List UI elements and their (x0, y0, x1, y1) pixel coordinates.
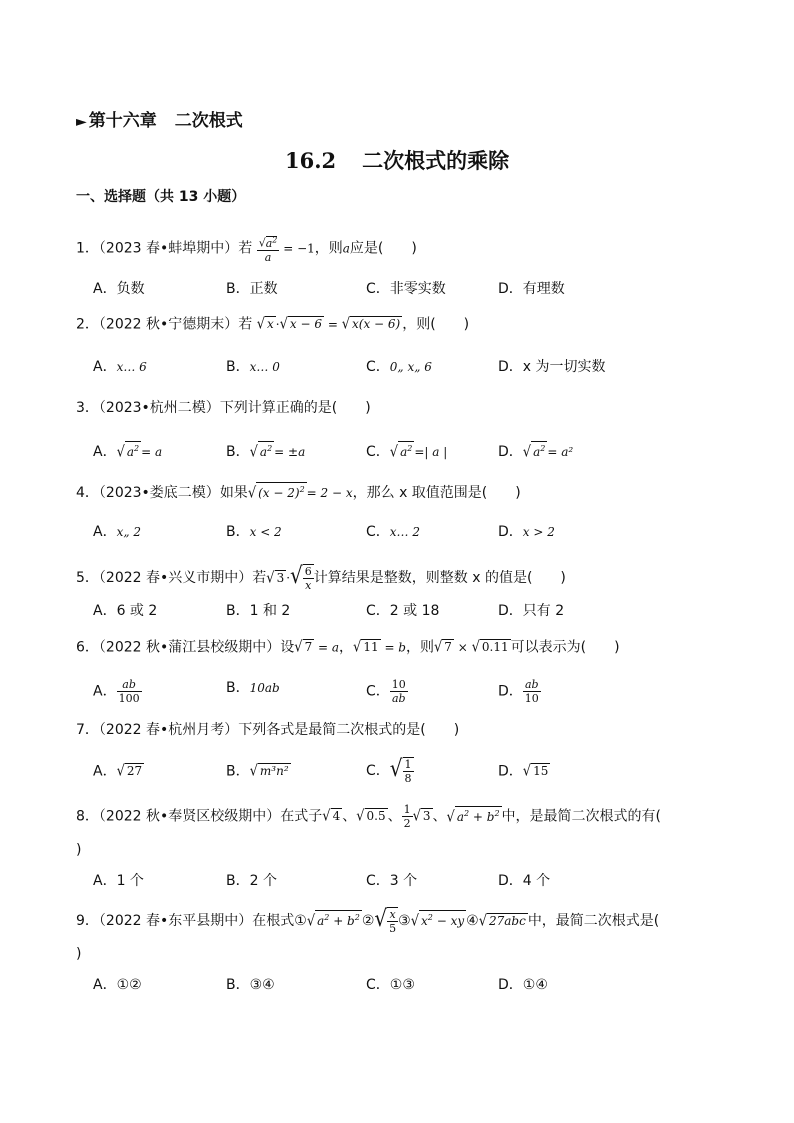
q4-option-b[interactable]: B．x < 2 (226, 524, 282, 540)
q1-option-a[interactable]: A．负数 (93, 281, 145, 297)
section-title (285, 145, 509, 175)
q9-option-b[interactable]: B．③④ (226, 977, 275, 993)
q2-option-c[interactable]: C．0„ x„ 6 (366, 359, 432, 375)
q8-option-a[interactable]: A．1 个 (93, 873, 144, 889)
q3-option-a[interactable]: A．√ $a^2 = a$ (93, 441, 162, 463)
question-3: 3．（2023•杭州二模）下列计算正确的是( ) (76, 400, 371, 416)
chapter-name: 二次根式 (174, 111, 243, 131)
q3-option-d[interactable]: D．√ $a^2 = a^2$ (498, 441, 573, 463)
q5-option-b[interactable]: B．1 和 2 (226, 603, 291, 619)
sqrt-x-minus-2-squared: √ $(x - 2)^2$ (248, 482, 307, 504)
triangle-marker-icon: ► (76, 114, 87, 130)
question-4: 4．（2023•娄底二模）如果√ $(x - 2)^2 = 2 - x$，那么 x 取值范围是( ) (76, 482, 521, 504)
fraction-sqrt-a2-over-a: $\frac{√a^2}{a}$ (258, 235, 278, 264)
sqrt-x-minus-6: √ x − 6 (279, 315, 323, 334)
q3-option-b[interactable]: B．√ $a^2 = \pm a$ (226, 441, 305, 463)
sqrt-6-over-x: √ $\frac{6}{x}$ (290, 561, 312, 592)
sqrt-x: √ x (256, 315, 274, 334)
q7-option-a[interactable]: A．√ 27 (93, 762, 143, 781)
question-9: 9．（2022 春•东平县期中）在根式①√ $a^2 + b^2$ ②√ $\frac{x}{5}$ ③√ $x^2$ − xy ④√ 27abc 中，最简二次根式是( (76, 904, 660, 935)
question-5: 5．（2022 春•兴义市期中）若√ 3 ·√ $\frac{6}{x}$ 计算结果是整数，则整数 x 的值是( ) (76, 561, 566, 592)
question-6: 6．（2022 秋•蒲江县校级期中）设√ 7 = a，√ 11 = b，则√ 7 × √ 0.11 可以表示为( ) (76, 638, 620, 657)
sqrt-x-times-x-minus-6: √ x(x − 6) (341, 315, 401, 334)
part-heading: 一、选择题（共 13 小题） (76, 189, 246, 205)
question-8: 8．（2022 秋•奉贤区校级期中）在式子√ 4 、√ 0.5 、 $\frac{1}{2}$ √ 3 、√ $a^2 + b^2$ 中，是最简二次根式的有( (76, 803, 662, 830)
chapter-number: 第十六章 (88, 111, 157, 131)
q2-option-b[interactable]: B．x… 0 (226, 359, 280, 375)
q4-option-c[interactable]: C．x… 2 (366, 524, 420, 540)
q3-option-c[interactable]: C．√ $a^2$ =| a | (366, 441, 447, 463)
q9-option-c[interactable]: C．①③ (366, 977, 415, 993)
q6-option-a[interactable]: A． $\frac{ab}{100}$ (93, 678, 140, 705)
section-number: 16.2 (285, 148, 337, 173)
q9-option-d[interactable]: D．①④ (498, 977, 548, 993)
q8-option-c[interactable]: C．3 个 (366, 873, 418, 889)
section-name: 二次根式的乘除 (362, 148, 510, 173)
question-9-close-paren: ) (76, 946, 82, 962)
q7-option-d[interactable]: D．√ 15 (498, 762, 549, 781)
q4-option-a[interactable]: A．x„ 2 (93, 524, 142, 540)
q9-option-a[interactable]: A．①② (93, 977, 142, 993)
q6-option-b[interactable]: B．10ab (226, 680, 280, 696)
q5-option-d[interactable]: D．只有 2 (498, 603, 565, 619)
question-1: 1．（2023 春•蚌埠期中）若 $\frac{√a^2}{a}$ = −1，则a应是( ) (76, 235, 417, 264)
q7-option-c[interactable]: C．√ $\frac{1}{8}$ (366, 754, 412, 785)
q8-option-d[interactable]: D．4 个 (498, 873, 551, 889)
q1-option-b[interactable]: B．正数 (226, 281, 278, 297)
q8-option-b[interactable]: B．2 个 (226, 873, 277, 889)
question-7: 7．（2022 春•杭州月考）下列各式是最简二次根式的是( ) (76, 722, 460, 738)
q4-option-d[interactable]: D．x > 2 (498, 524, 555, 540)
q7-option-b[interactable]: B．√ m³n² (226, 762, 289, 781)
q1-option-c[interactable]: C．非零实数 (366, 281, 446, 297)
q2-option-a[interactable]: A．x… 6 (93, 359, 147, 375)
q5-option-a[interactable]: A．6 或 2 (93, 603, 158, 619)
chapter-heading (76, 106, 243, 131)
q5-option-c[interactable]: C．2 或 18 (366, 603, 440, 619)
q6-option-c[interactable]: C． $\frac{10}{ab}$ (366, 678, 406, 705)
question-8-close-paren: ) (76, 842, 82, 858)
q1-option-d[interactable]: D．有理数 (498, 281, 565, 297)
q2-option-d[interactable]: D．x 为一切实数 (498, 359, 606, 375)
q6-option-d[interactable]: D． $\frac{ab}{10}$ (498, 678, 539, 705)
question-2: 2．（2022 秋•宁德期末）若 √ x ·√ x − 6 = √ x(x − 6) ，则( ) (76, 315, 470, 334)
